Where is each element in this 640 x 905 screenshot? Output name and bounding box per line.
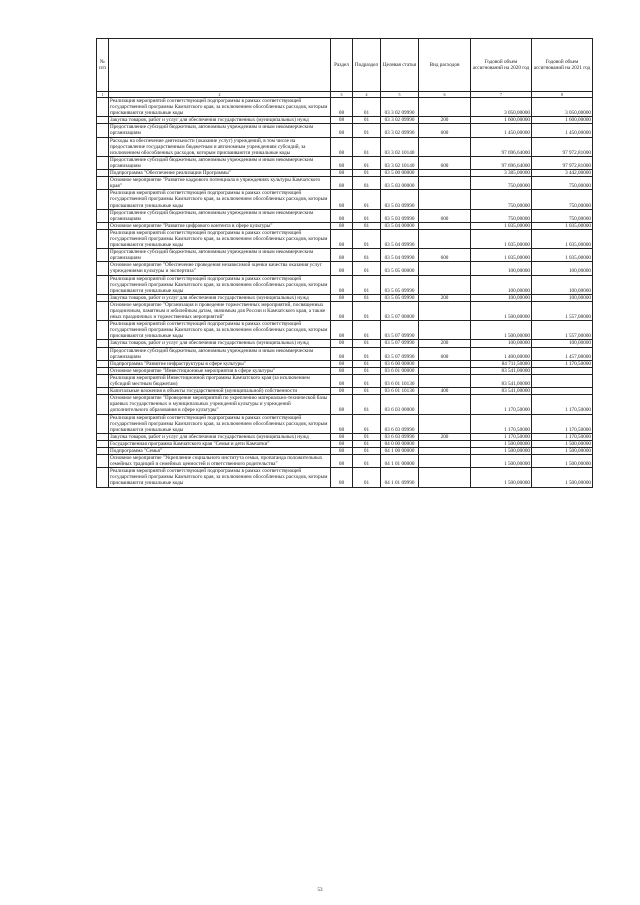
header-target-article: Целевая статья bbox=[381, 39, 419, 92]
row-2020-cell: 1 035,00000 bbox=[471, 249, 532, 262]
table-body bbox=[97, 98, 593, 488]
row-expense-type-cell bbox=[419, 440, 471, 447]
row-2021-cell: 1 170,50000 bbox=[532, 360, 593, 367]
row-name-cell: Подпрограмма "Семья" bbox=[109, 447, 331, 454]
row-expense-type-cell bbox=[419, 360, 471, 367]
row-2020-cell: 83 541,00000 bbox=[471, 367, 532, 374]
table-row bbox=[97, 249, 593, 262]
row-podrazdel-cell: 01 bbox=[353, 117, 381, 124]
table-row bbox=[97, 367, 593, 374]
row-target-article-cell: 03 5 03 09990 bbox=[381, 209, 419, 222]
row-podrazdel-cell: 01 bbox=[353, 414, 381, 433]
row-2021-cell: 1 500,00000 bbox=[532, 447, 593, 454]
row-num-cell bbox=[97, 347, 109, 360]
table-row bbox=[97, 440, 593, 447]
row-target-article-cell: 04 1 01 00000 bbox=[381, 455, 419, 468]
column-number: 1 bbox=[97, 92, 109, 98]
row-num-cell bbox=[97, 395, 109, 414]
row-target-article-cell: 03 6 03 09990 bbox=[381, 433, 419, 440]
row-num-cell bbox=[97, 294, 109, 301]
row-razdel-cell: 08 bbox=[331, 294, 353, 301]
table-row bbox=[97, 301, 593, 320]
row-podrazdel-cell: 01 bbox=[353, 367, 381, 374]
row-podrazdel-cell: 01 bbox=[353, 433, 381, 440]
row-razdel-cell: 08 bbox=[331, 388, 353, 395]
row-2020-cell: 100,00000 bbox=[471, 294, 532, 301]
row-num-cell bbox=[97, 190, 109, 209]
row-2021-cell: 1 035,00000 bbox=[532, 222, 593, 229]
header-2020: Годовой объем ассигнований на 2020 год bbox=[471, 39, 532, 92]
row-podrazdel-cell: 01 bbox=[353, 301, 381, 320]
row-razdel-cell: 08 bbox=[331, 170, 353, 177]
row-expense-type-cell: 600 bbox=[419, 156, 471, 169]
table-row bbox=[97, 447, 593, 454]
row-name-cell: Реализация мероприятий соответствующей подпрограммы в рамках соответствующей государственной программы Камчатского края, за исключением обособленных расходов, которым присваиваются уникальные коды bbox=[109, 98, 331, 117]
table-row bbox=[97, 209, 593, 222]
row-num-cell bbox=[97, 156, 109, 169]
row-2021-cell: 1 557,00000 bbox=[532, 321, 593, 340]
row-target-article-cell: 04 1 01 09990 bbox=[381, 468, 419, 487]
row-2021-cell bbox=[532, 367, 593, 374]
row-2020-cell: 750,00000 bbox=[471, 177, 532, 190]
column-number: 6 bbox=[419, 92, 471, 98]
row-num-cell bbox=[97, 414, 109, 433]
row-2020-cell: 1 500,00000 bbox=[471, 468, 532, 487]
row-target-article-cell: 03 5 05 09990 bbox=[381, 294, 419, 301]
row-podrazdel-cell: 01 bbox=[353, 177, 381, 190]
row-num-cell bbox=[97, 455, 109, 468]
column-number: 4 bbox=[353, 92, 381, 98]
row-expense-type-cell bbox=[419, 170, 471, 177]
row-target-article-cell: 03 5 00 00000 bbox=[381, 170, 419, 177]
row-razdel-cell: 08 bbox=[331, 124, 353, 137]
row-podrazdel-cell: 01 bbox=[353, 388, 381, 395]
row-2021-cell: 3 050,00000 bbox=[532, 98, 593, 117]
row-2020-cell: 1 500,00000 bbox=[471, 301, 532, 320]
row-razdel-cell: 08 bbox=[331, 440, 353, 447]
row-podrazdel-cell: 01 bbox=[353, 170, 381, 177]
row-2021-cell: 750,00000 bbox=[532, 177, 593, 190]
row-expense-type-cell bbox=[419, 395, 471, 414]
row-name-cell: Расходы на обеспечение деятельности (оказание услуг) учреждений, в том числе на предоставление государственным бюджетным и автономным учреждениям субсидий, за исключением обособленных расходов, которым присваиваются уникальные коды bbox=[109, 137, 331, 156]
row-target-article-cell: 03 5 04 09990 bbox=[381, 229, 419, 248]
row-name-cell: Закупка товаров, работ и услуг для обеспечения государственных (муниципальных) нужд bbox=[109, 294, 331, 301]
table-row bbox=[97, 414, 593, 433]
row-expense-type-cell bbox=[419, 190, 471, 209]
table-row bbox=[97, 170, 593, 177]
row-target-article-cell: 03 3 02 09990 bbox=[381, 98, 419, 117]
row-2020-cell: 100,00000 bbox=[471, 340, 532, 347]
row-num-cell bbox=[97, 229, 109, 248]
row-razdel-cell: 08 bbox=[331, 468, 353, 487]
row-target-article-cell: 03 6 03 00000 bbox=[381, 395, 419, 414]
row-podrazdel-cell: 01 bbox=[353, 447, 381, 454]
row-num-cell bbox=[97, 321, 109, 340]
row-2020-cell: 1 500,00000 bbox=[471, 447, 532, 454]
row-name-cell: Реализация мероприятий соответствующей подпрограммы в рамках соответствующей государственной программы Камчатского края, за исключением обособленных расходов, которым присваиваются уникальные коды bbox=[109, 190, 331, 209]
table-row bbox=[97, 388, 593, 395]
row-name-cell: Реализация мероприятий соответствующей подпрограммы в рамках соответствующей государственной программы Камчатского края, за исключением обособленных расходов, которым присваиваются уникальные коды bbox=[109, 229, 331, 248]
row-num-cell bbox=[97, 275, 109, 294]
row-num-cell bbox=[97, 374, 109, 387]
row-podrazdel-cell: 01 bbox=[353, 374, 381, 387]
row-name-cell: Основное мероприятие "Обеспечение проведения независимой оценки качества оказания услуг учреждениями культуры и экспертиза" bbox=[109, 262, 331, 275]
row-2021-cell: 1 500,00000 bbox=[532, 468, 593, 487]
row-razdel-cell: 08 bbox=[331, 367, 353, 374]
row-razdel-cell: 08 bbox=[331, 395, 353, 414]
row-2021-cell: 97 972,81000 bbox=[532, 156, 593, 169]
table-row bbox=[97, 321, 593, 340]
row-podrazdel-cell: 01 bbox=[353, 156, 381, 169]
row-razdel-cell: 08 bbox=[331, 374, 353, 387]
row-2020-cell: 1 500,00000 bbox=[471, 321, 532, 340]
row-2020-cell: 1 170,50000 bbox=[471, 414, 532, 433]
row-razdel-cell: 08 bbox=[331, 229, 353, 248]
row-razdel-cell: 08 bbox=[331, 321, 353, 340]
row-razdel-cell: 08 bbox=[331, 209, 353, 222]
row-expense-type-cell: 600 bbox=[419, 209, 471, 222]
header-name bbox=[109, 39, 331, 92]
row-name-cell: Реализация мероприятий соответствующей подпрограммы в рамках соответствующей государственной программы Камчатского края, за исключением обособленных расходов, которым присваиваются уникальные коды bbox=[109, 414, 331, 433]
row-target-article-cell: 03 3 02 09990 bbox=[381, 117, 419, 124]
row-podrazdel-cell: 01 bbox=[353, 124, 381, 137]
row-target-article-cell: 03 6 00 00000 bbox=[381, 360, 419, 367]
row-num-cell bbox=[97, 301, 109, 320]
row-num-cell bbox=[97, 170, 109, 177]
row-name-cell: Предоставление субсидий бюджетным, автономным учреждениям и иным некоммерческим организациям bbox=[109, 209, 331, 222]
header-razdel: Раздел bbox=[331, 39, 353, 92]
table-row bbox=[97, 468, 593, 487]
row-name-cell: Основное мероприятие "Организация и проведение торжественных мероприятий, посвященных праздничным, памятным и юбилейным датам, значимым для России и Камчатского края, а также иных праздничных и торжественных мероприятий" bbox=[109, 301, 331, 320]
row-target-article-cell: 03 5 05 09990 bbox=[381, 275, 419, 294]
row-expense-type-cell bbox=[419, 374, 471, 387]
table-header-row bbox=[97, 39, 593, 92]
row-2020-cell: 1 170,50000 bbox=[471, 433, 532, 440]
row-num-cell bbox=[97, 440, 109, 447]
table-row bbox=[97, 374, 593, 387]
budget-table-page bbox=[96, 38, 592, 488]
row-2020-cell: 84 711,50000 bbox=[471, 360, 532, 367]
row-2021-cell: 1 457,00000 bbox=[532, 347, 593, 360]
row-target-article-cell: 03 5 04 09990 bbox=[381, 249, 419, 262]
row-num-cell bbox=[97, 209, 109, 222]
row-num-cell bbox=[97, 262, 109, 275]
row-2020-cell: 1 500,00000 bbox=[471, 455, 532, 468]
row-num-cell bbox=[97, 124, 109, 137]
row-expense-type-cell bbox=[419, 301, 471, 320]
row-target-article-cell: 03 5 05 00000 bbox=[381, 262, 419, 275]
row-razdel-cell: 08 bbox=[331, 347, 353, 360]
table-row bbox=[97, 395, 593, 414]
row-num-cell bbox=[97, 98, 109, 117]
row-2021-cell: 1 500,00000 bbox=[532, 455, 593, 468]
row-expense-type-cell: 200 bbox=[419, 340, 471, 347]
row-razdel-cell: 08 bbox=[331, 340, 353, 347]
row-expense-type-cell: 600 bbox=[419, 249, 471, 262]
table-row bbox=[97, 294, 593, 301]
row-name-cell: Основное мероприятие "Инвестиционные мероприятия в сфере культуры" bbox=[109, 367, 331, 374]
row-2021-cell: 100,00000 bbox=[532, 262, 593, 275]
row-expense-type-cell: 400 bbox=[419, 388, 471, 395]
row-podrazdel-cell: 01 bbox=[353, 137, 381, 156]
row-target-article-cell: 03 6 03 09990 bbox=[381, 414, 419, 433]
table-row bbox=[97, 177, 593, 190]
row-num-cell bbox=[97, 388, 109, 395]
row-expense-type-cell: 600 bbox=[419, 124, 471, 137]
row-razdel-cell: 08 bbox=[331, 156, 353, 169]
row-target-article-cell: 03 6 01 10130 bbox=[381, 374, 419, 387]
table-row bbox=[97, 455, 593, 468]
row-razdel-cell: 08 bbox=[331, 360, 353, 367]
row-expense-type-cell bbox=[419, 98, 471, 117]
row-name-cell: Государственная программа Камчатского края "Семья и дети Камчатки" bbox=[109, 440, 331, 447]
row-2020-cell: 1 035,00000 bbox=[471, 222, 532, 229]
row-target-article-cell: 03 3 02 09990 bbox=[381, 124, 419, 137]
table-row bbox=[97, 433, 593, 440]
row-expense-type-cell bbox=[419, 177, 471, 190]
row-name-cell: Предоставление субсидий бюджетным, автономным учреждениям и иным некоммерческим организациям bbox=[109, 156, 331, 169]
row-num-cell bbox=[97, 117, 109, 124]
row-expense-type-cell bbox=[419, 137, 471, 156]
row-2021-cell: 1 170,50000 bbox=[532, 433, 593, 440]
row-2021-cell: 97 972,81000 bbox=[532, 137, 593, 156]
row-2020-cell: 1 450,00000 bbox=[471, 124, 532, 137]
row-expense-type-cell bbox=[419, 222, 471, 229]
row-razdel-cell: 08 bbox=[331, 433, 353, 440]
row-2021-cell bbox=[532, 388, 593, 395]
row-razdel-cell: 08 bbox=[331, 222, 353, 229]
row-target-article-cell: 03 5 07 09990 bbox=[381, 321, 419, 340]
row-razdel-cell: 08 bbox=[331, 98, 353, 117]
row-podrazdel-cell: 01 bbox=[353, 395, 381, 414]
row-2020-cell: 100,00000 bbox=[471, 262, 532, 275]
row-name-cell: Капитальные вложения в объекты государственной (муниципальной) собственности bbox=[109, 388, 331, 395]
row-num-cell bbox=[97, 222, 109, 229]
row-razdel-cell: 08 bbox=[331, 137, 353, 156]
row-name-cell: Предоставление субсидий бюджетным, автономным учреждениям и иным некоммерческим организациям bbox=[109, 124, 331, 137]
table-row bbox=[97, 190, 593, 209]
row-num-cell bbox=[97, 447, 109, 454]
row-podrazdel-cell: 01 bbox=[353, 190, 381, 209]
row-name-cell: Основное мероприятие "Развитие цифрового контента в сфере культуры" bbox=[109, 222, 331, 229]
header-expense-type: Вид расходов bbox=[419, 39, 471, 92]
row-2021-cell: 1 170,50000 bbox=[532, 414, 593, 433]
row-razdel-cell: 08 bbox=[331, 177, 353, 190]
row-name-cell: Закупка товаров, работ и услуг для обеспечения государственных (муниципальных) нужд bbox=[109, 340, 331, 347]
row-podrazdel-cell: 01 bbox=[353, 262, 381, 275]
row-2021-cell: 100,00000 bbox=[532, 294, 593, 301]
header-2021: Годовой объем ассигнований на 2021 год bbox=[532, 39, 593, 92]
row-name-cell: Подпрограмма "Развитие инфраструктуры в сфере культуры" bbox=[109, 360, 331, 367]
row-name-cell: Реализация мероприятий Инвестиционной программы Камчатского края (за исключением субсидий местным бюджетам) bbox=[109, 374, 331, 387]
row-razdel-cell: 08 bbox=[331, 262, 353, 275]
row-2020-cell: 97 696,64000 bbox=[471, 156, 532, 169]
row-2021-cell: 1 035,00000 bbox=[532, 229, 593, 248]
row-expense-type-cell bbox=[419, 321, 471, 340]
row-num-cell bbox=[97, 367, 109, 374]
row-name-cell: Основное мероприятие "Проведение мероприятий по укреплению материально-технической базы краевых государственных и муниципальных учреждений культуры и учреждений дополнительного образования в сфере культуры" bbox=[109, 395, 331, 414]
row-target-article-cell: 03 5 07 09990 bbox=[381, 347, 419, 360]
row-2021-cell bbox=[532, 374, 593, 387]
column-number: 5 bbox=[381, 92, 419, 98]
row-expense-type-cell bbox=[419, 447, 471, 454]
table-row bbox=[97, 124, 593, 137]
table-row bbox=[97, 347, 593, 360]
row-2020-cell: 1 600,00000 bbox=[471, 117, 532, 124]
row-name-cell: Закупка товаров, работ и услуг для обеспечения государственных (муниципальных) нужд bbox=[109, 433, 331, 440]
row-expense-type-cell: 600 bbox=[419, 347, 471, 360]
row-2021-cell: 1 170,50000 bbox=[532, 395, 593, 414]
row-name-cell: Реализация мероприятий соответствующей подпрограммы в рамках соответствующей государственной программы Камчатского края, за исключением обособленных расходов, которым присваиваются уникальные коды bbox=[109, 468, 331, 487]
table-row bbox=[97, 156, 593, 169]
column-number: 8 bbox=[532, 92, 593, 98]
table-row bbox=[97, 117, 593, 124]
table-row bbox=[97, 275, 593, 294]
budget-allocation-table bbox=[96, 38, 593, 488]
row-podrazdel-cell: 01 bbox=[353, 222, 381, 229]
row-razdel-cell: 08 bbox=[331, 301, 353, 320]
row-2020-cell: 3 050,00000 bbox=[471, 98, 532, 117]
table-row bbox=[97, 98, 593, 117]
row-2021-cell: 750,00000 bbox=[532, 190, 593, 209]
table-row bbox=[97, 262, 593, 275]
header-num: № п/п bbox=[97, 39, 109, 92]
row-target-article-cell: 03 5 04 00000 bbox=[381, 222, 419, 229]
row-expense-type-cell bbox=[419, 275, 471, 294]
row-podrazdel-cell: 01 bbox=[353, 455, 381, 468]
row-podrazdel-cell: 01 bbox=[353, 209, 381, 222]
row-target-article-cell: 04 1 00 00000 bbox=[381, 447, 419, 454]
row-razdel-cell: 08 bbox=[331, 190, 353, 209]
row-target-article-cell: 03 3 02 10140 bbox=[381, 137, 419, 156]
table-row bbox=[97, 222, 593, 229]
row-expense-type-cell: 200 bbox=[419, 433, 471, 440]
row-razdel-cell: 08 bbox=[331, 117, 353, 124]
row-podrazdel-cell: 01 bbox=[353, 275, 381, 294]
row-target-article-cell: 04 0 00 00000 bbox=[381, 440, 419, 447]
row-razdel-cell: 08 bbox=[331, 249, 353, 262]
row-2021-cell: 1 557,00000 bbox=[532, 301, 593, 320]
row-target-article-cell: 03 6 01 10130 bbox=[381, 388, 419, 395]
table-row bbox=[97, 229, 593, 248]
column-number: 3 bbox=[331, 92, 353, 98]
row-num-cell bbox=[97, 249, 109, 262]
row-2021-cell: 1 600,00000 bbox=[532, 117, 593, 124]
row-name-cell: Подпрограмма "Обеспечение реализации Программы" bbox=[109, 170, 331, 177]
row-num-cell bbox=[97, 433, 109, 440]
row-expense-type-cell: 200 bbox=[419, 117, 471, 124]
row-expense-type-cell bbox=[419, 262, 471, 275]
row-num-cell bbox=[97, 137, 109, 156]
row-2020-cell: 1 035,00000 bbox=[471, 229, 532, 248]
row-name-cell: Основное мероприятие "Укрепление социального института семьи, пропаганда положительных семейных традиций и семейных ценностей и ответственного родительства" bbox=[109, 455, 331, 468]
row-name-cell: Реализация мероприятий соответствующей подпрограммы в рамках соответствующей государственной программы Камчатского края, за исключением обособленных расходов, которым присваиваются уникальные коды bbox=[109, 321, 331, 340]
column-number: 2 bbox=[109, 92, 331, 98]
table-row bbox=[97, 340, 593, 347]
row-2020-cell: 100,00000 bbox=[471, 275, 532, 294]
row-expense-type-cell: 200 bbox=[419, 294, 471, 301]
row-name-cell: Предоставление субсидий бюджетным, автономным учреждениям и иным некоммерческим организациям bbox=[109, 249, 331, 262]
row-2021-cell: 100,00000 bbox=[532, 340, 593, 347]
row-name-cell: Предоставление субсидий бюджетным, автономным учреждениям и иным некоммерческим организациям bbox=[109, 347, 331, 360]
row-2020-cell: 1 400,00000 bbox=[471, 347, 532, 360]
row-2020-cell: 83 541,00000 bbox=[471, 388, 532, 395]
row-2021-cell: 1 450,00000 bbox=[532, 124, 593, 137]
row-2020-cell: 1 170,50000 bbox=[471, 395, 532, 414]
row-target-article-cell: 03 5 07 09990 bbox=[381, 340, 419, 347]
row-podrazdel-cell: 01 bbox=[353, 321, 381, 340]
table-row bbox=[97, 360, 593, 367]
row-podrazdel-cell: 01 bbox=[353, 360, 381, 367]
row-2020-cell: 83 541,00000 bbox=[471, 374, 532, 387]
row-expense-type-cell bbox=[419, 455, 471, 468]
row-expense-type-cell bbox=[419, 367, 471, 374]
row-razdel-cell: 08 bbox=[331, 455, 353, 468]
row-expense-type-cell bbox=[419, 468, 471, 487]
row-target-article-cell: 03 5 03 00000 bbox=[381, 177, 419, 190]
row-2020-cell: 3 385,00000 bbox=[471, 170, 532, 177]
row-2021-cell: 3 442,00000 bbox=[532, 170, 593, 177]
row-2020-cell: 1 500,00000 bbox=[471, 440, 532, 447]
row-2020-cell: 97 696,64000 bbox=[471, 137, 532, 156]
row-2020-cell: 750,00000 bbox=[471, 209, 532, 222]
row-razdel-cell: 08 bbox=[331, 447, 353, 454]
row-target-article-cell: 03 5 07 00000 bbox=[381, 301, 419, 320]
row-name-cell: Закупка товаров, работ и услуг для обеспечения государственных (муниципальных) нужд bbox=[109, 117, 331, 124]
column-number: 7 bbox=[471, 92, 532, 98]
row-target-article-cell: 03 6 01 00000 bbox=[381, 367, 419, 374]
page-number: 53 bbox=[317, 888, 323, 893]
row-podrazdel-cell: 01 bbox=[353, 340, 381, 347]
row-podrazdel-cell: 01 bbox=[353, 229, 381, 248]
row-num-cell bbox=[97, 177, 109, 190]
table-row bbox=[97, 137, 593, 156]
row-2021-cell: 1 500,00000 bbox=[532, 440, 593, 447]
row-expense-type-cell bbox=[419, 229, 471, 248]
row-podrazdel-cell: 01 bbox=[353, 440, 381, 447]
row-num-cell bbox=[97, 468, 109, 487]
row-podrazdel-cell: 01 bbox=[353, 294, 381, 301]
row-name-cell: Основное мероприятие "Развитие кадрового потенциала в учреждениях культуры Камчатского края" bbox=[109, 177, 331, 190]
row-razdel-cell: 08 bbox=[331, 275, 353, 294]
row-num-cell bbox=[97, 360, 109, 367]
row-2020-cell: 750,00000 bbox=[471, 190, 532, 209]
row-razdel-cell: 08 bbox=[331, 414, 353, 433]
row-podrazdel-cell: 01 bbox=[353, 347, 381, 360]
row-name-cell: Реализация мероприятий соответствующей подпрограммы в рамках соответствующей государственной программы Камчатского края, за исключением обособленных расходов, которым присваиваются уникальные коды bbox=[109, 275, 331, 294]
header-podrazdel: Подраздел bbox=[353, 39, 381, 92]
row-podrazdel-cell: 01 bbox=[353, 468, 381, 487]
row-2021-cell: 1 035,00000 bbox=[532, 249, 593, 262]
row-expense-type-cell bbox=[419, 414, 471, 433]
row-target-article-cell: 03 5 03 09990 bbox=[381, 190, 419, 209]
row-podrazdel-cell: 01 bbox=[353, 249, 381, 262]
row-podrazdel-cell: 01 bbox=[353, 98, 381, 117]
row-target-article-cell: 03 3 02 10140 bbox=[381, 156, 419, 169]
row-num-cell bbox=[97, 340, 109, 347]
row-2021-cell: 100,00000 bbox=[532, 275, 593, 294]
row-2021-cell: 750,00000 bbox=[532, 209, 593, 222]
